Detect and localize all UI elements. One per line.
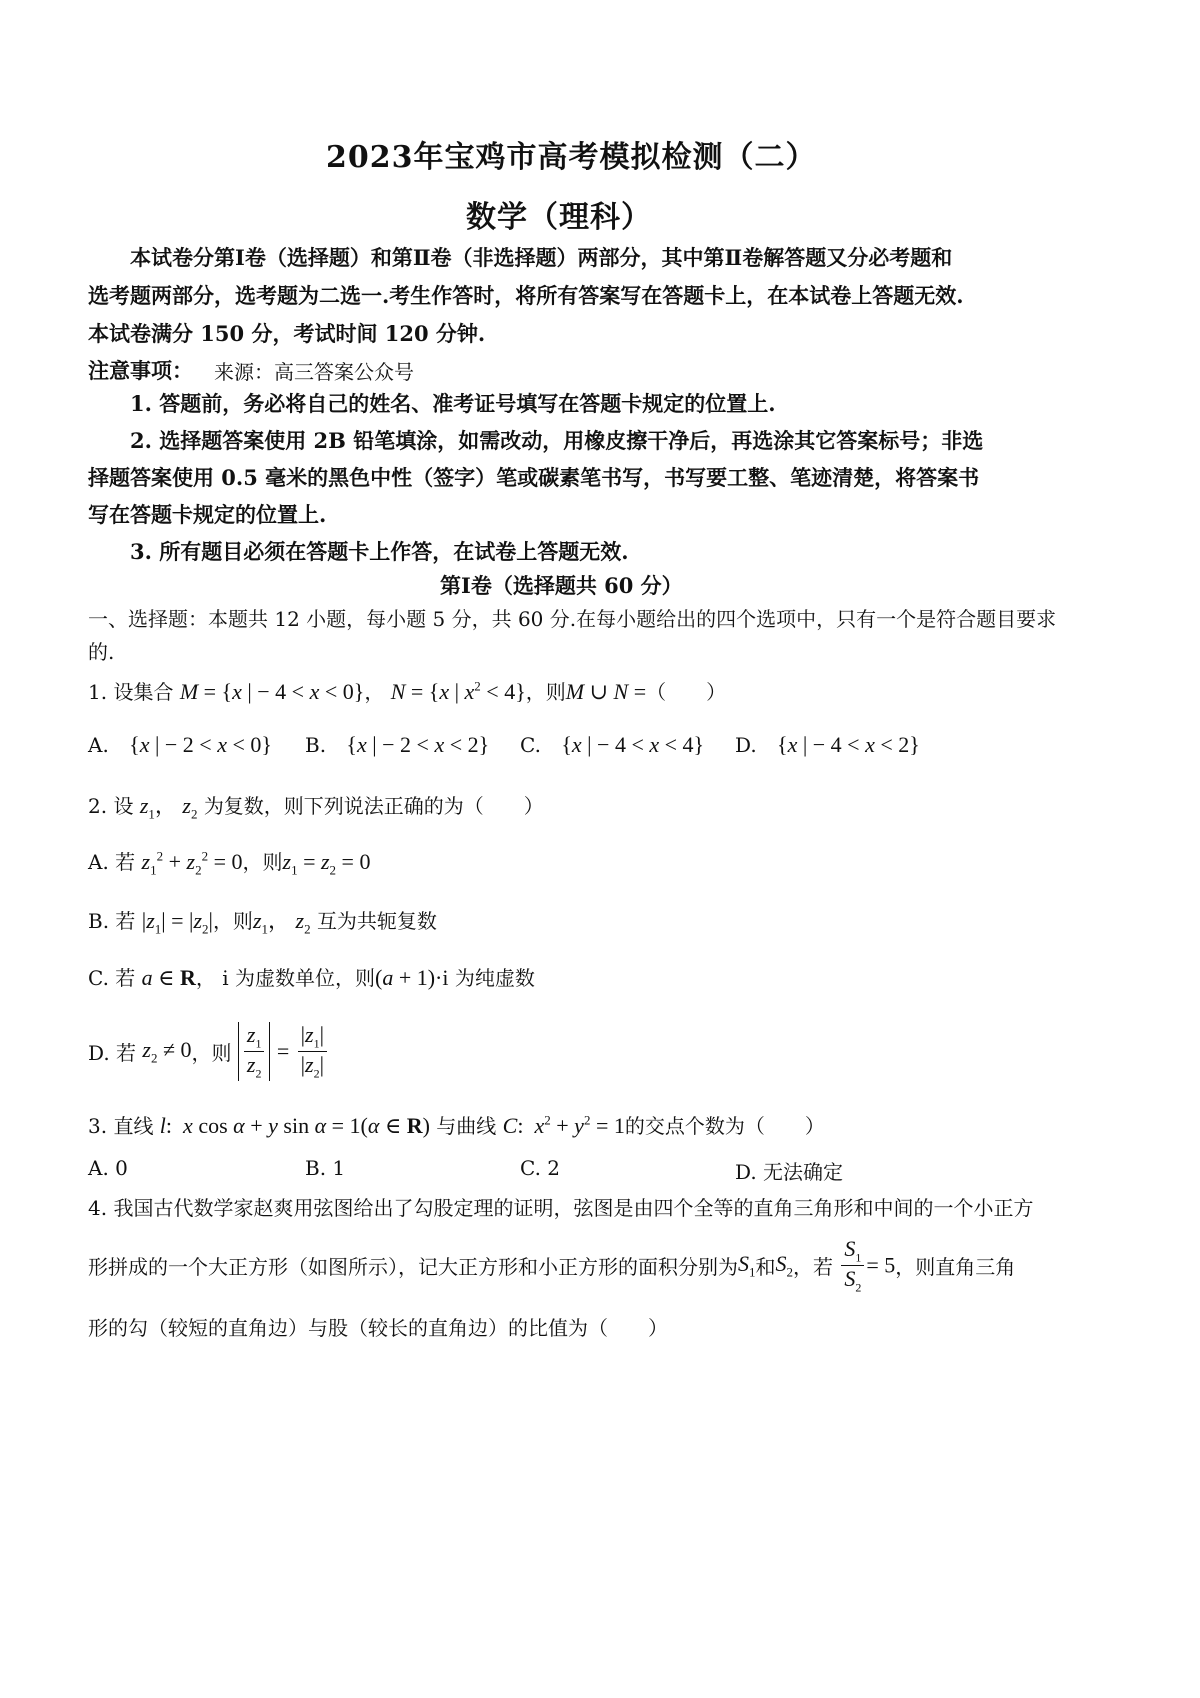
intro-line-1: 本试卷分第Ⅰ卷（选择题）和第Ⅱ卷（非选择题）两部分，其中第Ⅱ卷解答题又分必考题和 <box>130 245 953 270</box>
question-2-stem <box>88 789 544 822</box>
source-note: 来源：高三答案公众号 <box>214 360 414 384</box>
q1-option-c-label: C. <box>520 733 541 757</box>
q1-option-b-label: B. <box>305 733 327 757</box>
question-4-line-2 <box>88 1236 1015 1295</box>
q1-blank: （ ） <box>646 680 727 704</box>
section-heading: 第Ⅰ卷（选择题共 60 分） <box>440 573 683 598</box>
q2-option-d-eq: = <box>276 1038 290 1064</box>
q4-line2-d: ，则直角三角 <box>895 1255 1016 1280</box>
q2-option-d-label: D. 若 <box>88 1041 137 1066</box>
note-2-line-2: 择题答案使用 0.5 毫米的黑色中性（签字）笔或碳素笔书写，书写要工整、笔迹清楚，将答案书 <box>88 465 980 490</box>
q4-ratio: $\frac{S_1}{S_2}$ <box>841 1236 864 1295</box>
q1-option-a-set: {x | − 2 < x < 0} <box>129 732 272 757</box>
page-subtitle: 数学（理科） <box>466 200 652 235</box>
section-instructions-2: 的. <box>88 640 115 664</box>
q2-option-d-then: ，则 <box>191 1041 232 1066</box>
q1-then: ，则 <box>525 680 566 704</box>
q2-stem-prefix: 2. 设 <box>88 794 134 818</box>
intro-line-2: 选考题两部分，选考题为二选一.考生作答时，将所有答案写在答题卡上，在本试卷上答题无效. <box>88 283 964 308</box>
q2-option-b-label: B. 若 <box>88 909 136 933</box>
q4-line2-c: ，若 <box>793 1255 833 1280</box>
q1-set-m: M = {x | − 4 < x < 0} <box>179 679 365 704</box>
question-4-line-1: 4. 我国古代数学家赵爽用弦图给出了勾股定理的证明，弦图是由四个全等的直角三角形和中间的一个小正方 <box>88 1196 1034 1220</box>
note-1: 1. 答题前，务必将自己的姓名、准考证号填写在答题卡规定的位置上. <box>130 391 776 416</box>
q3-option-a: A. 0 <box>88 1156 128 1180</box>
question-3-stem <box>88 1110 825 1139</box>
page-title: 2023年宝鸡市高考模拟检测（二） <box>326 140 817 175</box>
q1-union: M ∪ N = <box>565 679 647 704</box>
notes-heading: 注意事项： <box>88 358 193 383</box>
q2-option-b <box>88 904 437 937</box>
q2-option-c-expr: (a + 1)·i <box>374 965 449 990</box>
question-1-stem: 1. 设集合 M = {x | − 4 < x < 0}， N = {x | $x^2 < 4$}，则M ∪ N =（ ） <box>88 678 727 704</box>
q2-option-b-cond: $|z_1| = |z_2|$ <box>141 908 213 937</box>
section-instructions-1: 一、选择题：本题共 12 小题，每小题 5 分，共 60 分.在每小题给出的四个选项中，只有一个是符合题目要求 <box>88 607 1057 631</box>
q1-option-d <box>735 732 920 758</box>
q2-vars: $z_1$， $z_2$ <box>139 793 198 822</box>
q1-option-c <box>520 732 704 758</box>
q2-option-b-tail: 互为共轭复数 <box>316 909 437 933</box>
q2-option-b-then: ，则 <box>212 909 253 933</box>
q1-option-d-label: D. <box>735 733 757 757</box>
q2-option-a <box>88 846 370 878</box>
q3-curve-eq: C: $x^2 + y^2 = 1$ <box>502 1112 625 1138</box>
q4-s1: $S_1$ <box>738 1250 756 1280</box>
q2-option-d-rhs: $\frac{|z_1|}{|z_2|}$ <box>298 1022 327 1081</box>
q3-stem-suffix: 的交点个数为（ ） <box>624 1114 825 1138</box>
q1-set-n: N = {x | $x^2 < 4$} <box>390 678 526 704</box>
q4-s2: $S_2$ <box>775 1250 793 1280</box>
q4-line2-a: 形拼成的一个大正方形（如图所示），记大正方形和小正方形的面积分别为 <box>88 1255 738 1280</box>
q3-option-b: B. 1 <box>305 1156 346 1180</box>
q2-option-d-lhs: $\frac{z_1}{z_2}$ <box>238 1022 271 1081</box>
q1-option-b-set: {x | − 2 < x < 2} <box>346 732 490 757</box>
q3-stem-mid: 与曲线 <box>429 1114 503 1138</box>
q1-prefix: 1. 设集合 <box>88 680 174 704</box>
q2-option-a-cond: $z_1^2 + z_2^2 = 0$ <box>141 848 243 878</box>
q3-line-eq: l: x cos α + y sin α = 1(α ∈ R) <box>159 1113 430 1138</box>
intro-line-3: 本试卷满分 150 分，考试时间 120 分钟. <box>88 321 486 346</box>
q3-option-d: D. 无法确定 <box>735 1160 844 1184</box>
q2-option-b-vars: $z_1$， $z_2$ <box>252 908 311 937</box>
q3-option-c: C. 2 <box>520 1156 561 1180</box>
q1-option-a-label: A. <box>88 733 109 757</box>
q3-stem-prefix: 3. 直线 <box>88 1114 160 1138</box>
q2-stem-suffix: 为复数，则下列说法正确的为（ ） <box>203 794 544 818</box>
q1-option-c-set: {x | − 4 < x < 4} <box>561 732 705 757</box>
note-2-line-1: 2. 选择题答案使用 2B 铅笔填涂，如需改动，用橡皮擦干净后，再选涂其它答案标号；非选 <box>130 428 984 453</box>
q1-option-a <box>88 732 272 758</box>
note-3: 3. 所有题目必须在答题卡上作答，在试卷上答题无效. <box>130 539 629 564</box>
q2-option-c-tail: 为纯虚数 <box>454 966 535 990</box>
q2-option-c: C. 若 a ∈ R， i 为虚数单位，则(a + 1)·i 为纯虚数 <box>88 965 535 990</box>
question-4-line-3: 形的勾（较短的直角边）与股（较长的直角边）的比值为（ ） <box>88 1316 668 1340</box>
q1-option-b <box>305 732 489 758</box>
q2-option-c-mid: i 为虚数单位，则 <box>222 966 375 990</box>
q2-option-a-then: ，则 <box>242 850 283 874</box>
q1-option-d-set: {x | − 4 < x < 2} <box>777 732 920 757</box>
q2-option-a-label: A. 若 <box>88 850 136 874</box>
q4-line2-b: 和 <box>755 1255 776 1280</box>
q2-option-c-label: C. 若 <box>88 966 136 990</box>
q2-option-d <box>88 1022 329 1081</box>
note-2-line-3: 写在答题卡规定的位置上. <box>88 502 327 527</box>
q2-option-c-cond: a ∈ R <box>141 965 196 990</box>
q4-ratio-value: = 5 <box>866 1252 896 1278</box>
q2-option-a-result: $z_1 = z_2 = 0$ <box>282 849 371 878</box>
q2-option-d-cond: $z_2 \ne 0$ <box>142 1036 192 1066</box>
